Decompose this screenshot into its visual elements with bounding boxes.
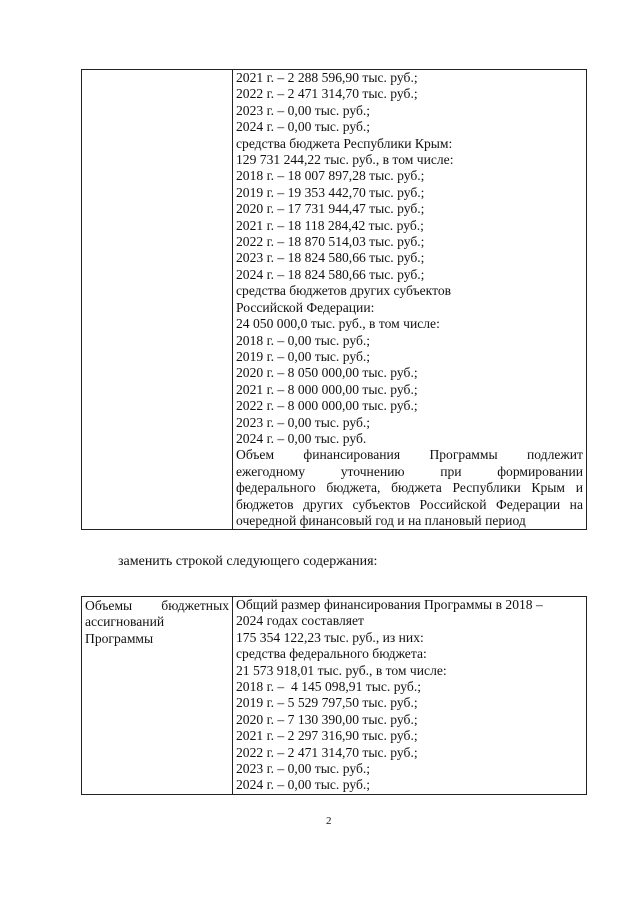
funding-line: 2021 г. – 18 118 284,42 тыс. руб.; <box>236 217 424 233</box>
funding-line: 2022 г. – 2 471 314,70 тыс. руб.; <box>236 744 418 760</box>
funding-line: 2022 г. – 8 000 000,00 тыс. руб.; <box>236 398 418 414</box>
funding-line: средства бюджетов других субъектов <box>236 283 452 299</box>
note-line: Объем финансирования Программы подлежит <box>236 447 583 463</box>
note-line: федерального бюджета, бюджета Республики Крым и <box>236 480 583 496</box>
funding-line: 2018 г. – 18 007 897,28 тыс. руб.; <box>236 168 425 184</box>
funding-line: 2021 г. – 2 297 316,90 тыс. руб.; <box>236 728 418 744</box>
note-line: бюджетов других субъектов Российской Федерации на <box>236 496 583 512</box>
intro-line: Общий размер финансирования Программы в 2018 – <box>236 597 543 612</box>
funding-line: 24 050 000,0 тыс. руб., в том числе: <box>236 316 440 332</box>
funding-table-new <box>81 596 587 795</box>
funding-line: 2020 г. – 7 130 390,00 тыс. руб.; <box>236 711 418 727</box>
table-label-cell <box>82 70 233 530</box>
funding-line: 2022 г. – 2 471 314,70 тыс. руб.; <box>236 86 418 102</box>
funding-line: 2023 г. – 0,00 тыс. руб.; <box>236 102 371 118</box>
budget-label <box>82 597 232 647</box>
replace-instruction: заменить строкой следующего содержания: <box>118 554 378 569</box>
funding-line: средства федерального бюджета: <box>236 646 427 662</box>
funding-line: 2024 г. – 0,00 тыс. руб.; <box>236 119 371 135</box>
funding-line: 2023 г. – 0,00 тыс. руб.; <box>236 761 371 777</box>
funding-line: 21 573 918,01 тыс. руб., в том числе: <box>236 662 447 678</box>
funding-line: 2021 г. – 8 000 000,00 тыс. руб.; <box>236 381 418 397</box>
table-row <box>82 70 587 530</box>
funding-line: 2021 г. – 2 288 596,90 тыс. руб.; <box>236 70 418 85</box>
funding-table-old <box>81 69 587 530</box>
note-line: очередной финансовый год и на плановый период <box>236 512 526 528</box>
intro-line: 2024 годах составляет <box>236 613 364 629</box>
table-row <box>82 597 587 795</box>
funding-line: 2018 г. – 4 145 098,91 тыс. руб.; <box>236 679 422 695</box>
table-value-cell <box>233 597 587 795</box>
page-number: 2 <box>326 815 332 827</box>
funding-line: 2019 г. – 0,00 тыс. руб.; <box>236 348 371 364</box>
funding-line: 2020 г. – 8 050 000,00 тыс. руб.; <box>236 365 418 381</box>
funding-line: 175 354 122,23 тыс. руб., из них: <box>236 629 424 645</box>
budget-label-line: Программы <box>85 630 154 646</box>
table-label-cell <box>82 597 233 795</box>
funding-line: 2023 г. – 0,00 тыс. руб.; <box>236 414 371 430</box>
budget-label-line: ассигнований <box>85 614 165 630</box>
funding-line: 129 731 244,22 тыс. руб., в том числе: <box>236 152 454 168</box>
funding-line: 2024 г. – 0,00 тыс. руб. <box>236 430 367 446</box>
funding-line: 2024 г. – 0,00 тыс. руб.; <box>236 777 371 793</box>
funding-line: 2018 г. – 0,00 тыс. руб.; <box>236 332 371 348</box>
funding-line: Российской Федерации: <box>236 299 375 315</box>
funding-line: 2019 г. – 5 529 797,50 тыс. руб.; <box>236 695 418 711</box>
note-line: ежегодному уточнению при формировании <box>236 463 583 479</box>
budget-label-line: Объемы бюджетных <box>85 598 229 613</box>
funding-line: 2020 г. – 17 731 944,47 тыс. руб.; <box>236 201 425 217</box>
funding-line: 2019 г. – 19 353 442,70 тыс. руб.; <box>236 184 425 200</box>
funding-line: средства бюджета Республики Крым: <box>236 135 453 151</box>
table-value-cell <box>233 70 587 530</box>
funding-line: 2022 г. – 18 870 514,03 тыс. руб.; <box>236 234 425 250</box>
funding-line: 2024 г. – 18 824 580,66 тыс. руб.; <box>236 266 425 282</box>
funding-line: 2023 г. – 18 824 580,66 тыс. руб.; <box>236 250 425 266</box>
